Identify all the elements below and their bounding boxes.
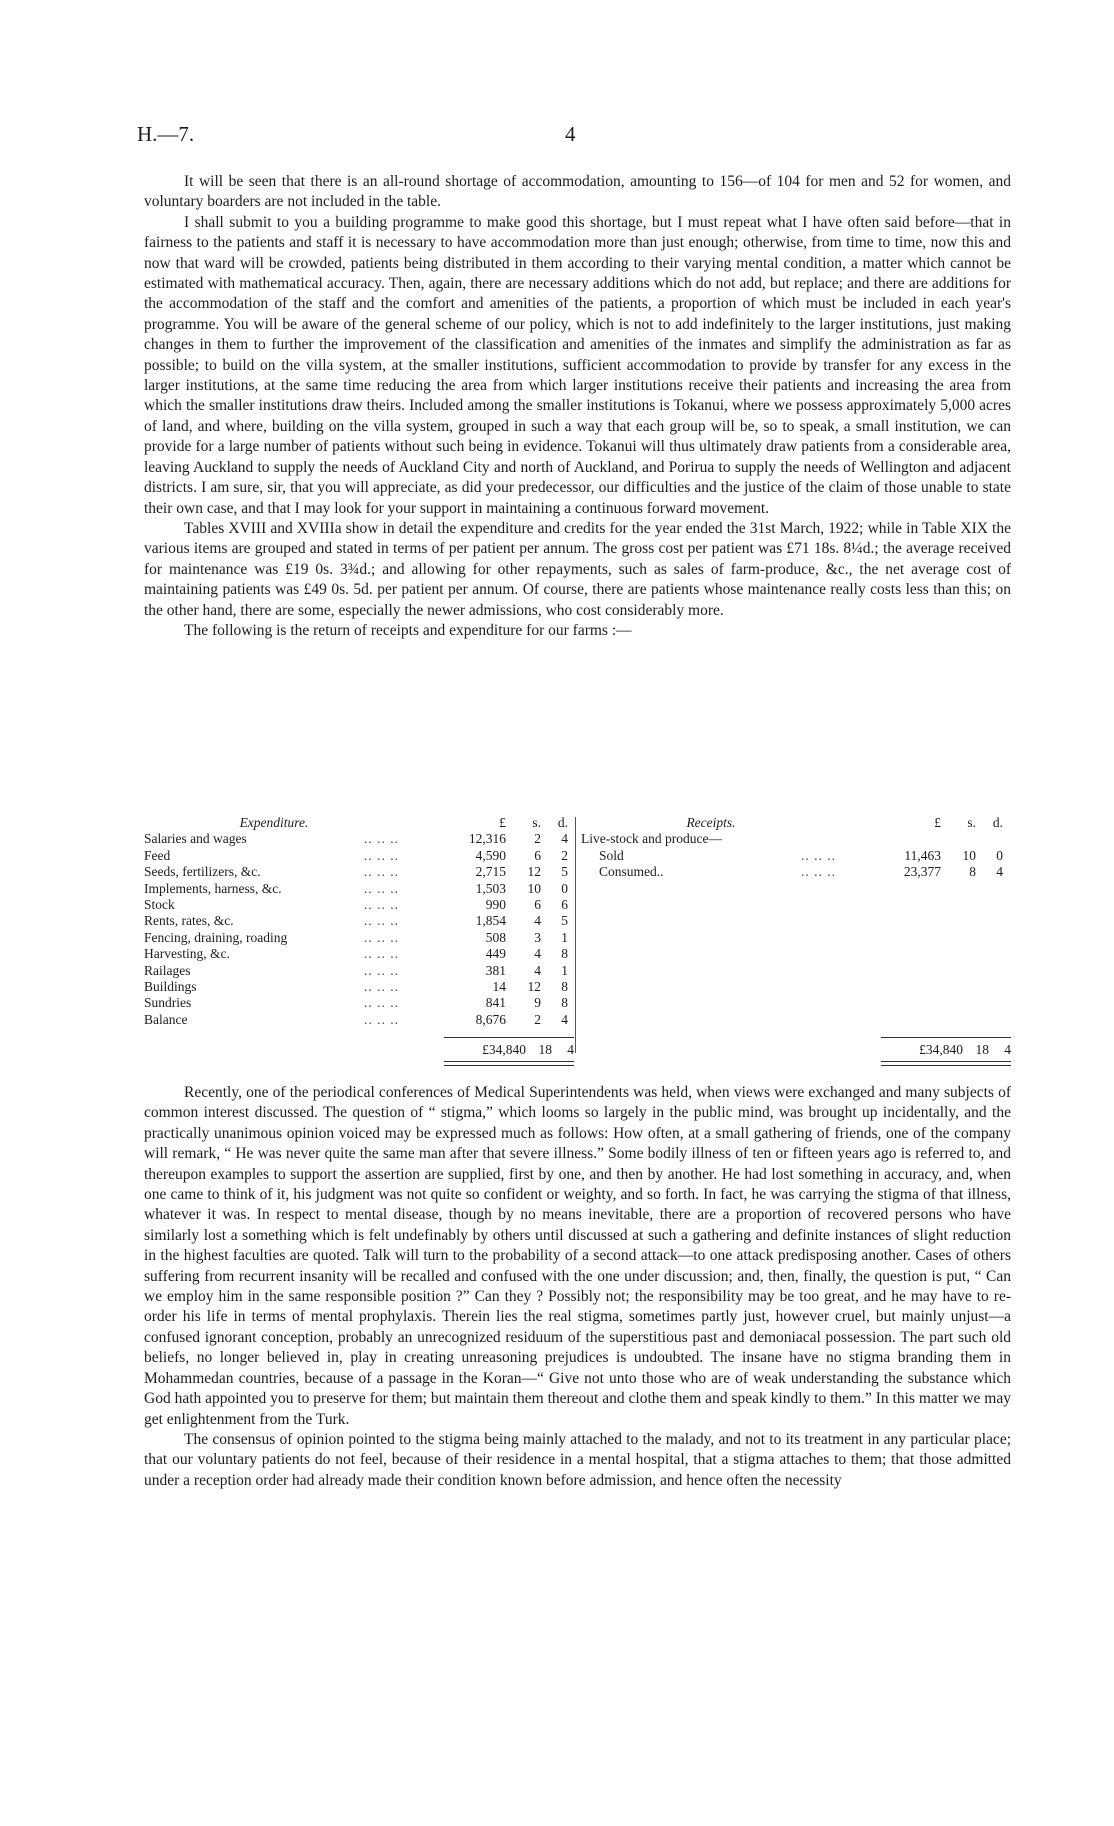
account-pence: 1 (561, 962, 568, 978)
receipts-total (881, 1037, 1011, 1060)
account-item-label: Railages (144, 962, 191, 978)
expenditure-row (144, 831, 576, 847)
account-pence: 5 (561, 913, 568, 929)
expenditure-total-shillings: 18 (538, 1042, 552, 1057)
receipts-total-rule (881, 1061, 1011, 1066)
shillings-header: s. (532, 815, 541, 830)
leader-dots: .. .. .. (364, 847, 399, 863)
expenditure-column (144, 815, 576, 1028)
expenditure-row (144, 881, 576, 897)
account-shillings: 4 (534, 962, 541, 978)
expenditure-total-pounds: £34,840 (482, 1042, 526, 1057)
leader-dots: .. .. .. (364, 864, 399, 880)
account-shillings: 10 (962, 847, 976, 863)
body-text-bottom (144, 1083, 1011, 1491)
account-pounds: 1,854 (475, 913, 506, 929)
pence-header: d. (557, 815, 568, 830)
expenditure-row (144, 1012, 576, 1028)
account-shillings: 6 (534, 896, 541, 912)
expenditure-row (144, 963, 576, 979)
account-pence: 6 (561, 896, 568, 912)
leader-dots: .. .. .. (364, 913, 399, 929)
account-shillings: 12 (527, 864, 541, 880)
expenditure-row (144, 979, 576, 995)
account-item-label: Harvesting, &c. (144, 946, 230, 962)
leader-dots: .. .. .. (364, 1011, 399, 1027)
receipts-row (581, 864, 1011, 880)
leader-dots: .. .. .. (364, 995, 399, 1011)
account-pence: 8 (561, 946, 568, 962)
receipts-row (581, 848, 1011, 864)
account-item-label: Sold (599, 847, 624, 863)
pounds-header: £ (934, 815, 941, 830)
leader-dots: .. .. .. (364, 946, 399, 962)
receipts-group-row (581, 831, 1011, 847)
expenditure-total-pence: 4 (567, 1042, 574, 1057)
expenditure-row (144, 864, 576, 880)
leader-dots: .. .. .. (364, 962, 399, 978)
pence-header: d. (992, 815, 1003, 830)
account-item-label: Balance (144, 1011, 188, 1027)
account-item-label: Rents, rates, &c. (144, 913, 234, 929)
account-item-label: Stock (144, 896, 175, 912)
account-pence: 4 (561, 1011, 568, 1027)
receipts-total-shillings: 18 (975, 1042, 989, 1057)
account-item-label: Salaries and wages (144, 831, 247, 847)
paragraph: Recently, one of the periodical conferences of Medical Superintendents was held, when views were exchanged and many subjects of common interest discussed. The question of “ stigma,” which looms so largely in the public mind, was brought up incidentally, and the practically unanimous opinion voiced may be expressed much as follows: How often, at a small gathering of friends, one of the company will remark, “ He was never quite the same man after that severe illness.” Some bodily illness of ten or fifteen years ago is referred to, and thereupon examples to support the assertion are supplied, first by one, and then by another. He had lost something in accuracy, and, when one came to think of it, his judgment was not quite so confident or weighty, and so forth. In fact, he was carrying the stigma of that illness, whatever it was. In respect to mental disease, though by no means inevitable, there are a proportion of recovered persons who have similarly lost a something which is felt undefinably by others until discussed at such a gathering and definite instances of slight reduction in the highest faculties are quoted. Talk will turn to the probability of a second attack—to one attack predisposing another. Cases of others suffering from recurrent insanity will be recalled and confused with the one under discussion; and, then, finally, the question is put, “ Can we employ him in the same responsible position ?” Can they ? Possibly not; the responsibility may be too great, and he may have to re-order his life in terms of mental prophylaxis. Therein lies the real stigma, sometimes partly just, however cruel, but mainly unjust—a confused ignorant conception, probably an unrecognized residuum of the superstitious past and demoniacal possession. The part such old beliefs, no longer believed in, play in creating unreasoning prejudices is undoubted. The insane have no stigma branding them in Mohammedan countries, because of a passage in the Koran—“ Give not unto those who are of weak understanding the substance which God hath appointed you to preserve for them; but maintain them thereout and clothe them and speak kindly to them.” In this matter we may get enlightenment from the Turk. (144, 1084, 1011, 1428)
receipts-header-row (581, 815, 1011, 831)
account-shillings: 6 (534, 847, 541, 863)
account-pence: 5 (561, 864, 568, 880)
expenditure-row (144, 897, 576, 913)
body-text-top (144, 172, 1011, 641)
leader-dots: .. .. .. (801, 847, 836, 863)
paragraph: It will be seen that there is an all-round shortage of accommodation, amounting to 156—of 104 for men and 52 for women, and voluntary boarders are not included in the table. (144, 173, 1011, 211)
leader-dots: .. .. .. (801, 864, 836, 880)
account-pounds: 14 (492, 978, 506, 994)
expenditure-row (144, 848, 576, 864)
account-pence: 4 (561, 831, 568, 847)
account-shillings: 4 (534, 946, 541, 962)
account-item-label: Seeds, fertilizers, &c. (144, 864, 261, 880)
leader-dots: .. .. .. (364, 978, 399, 994)
expenditure-total-rule (444, 1061, 574, 1066)
account-item-label: Feed (144, 847, 171, 863)
receipts-total-pence: 4 (1004, 1042, 1011, 1057)
leader-dots: .. .. .. (364, 831, 399, 847)
expenditure-row (144, 995, 576, 1011)
pounds-header: £ (499, 815, 506, 830)
account-shillings: 10 (527, 880, 541, 896)
account-pence: 0 (561, 880, 568, 896)
account-pounds: 1,503 (475, 880, 506, 896)
account-pounds: 841 (485, 995, 506, 1011)
page-number: 4 (565, 122, 576, 146)
account-shillings: 8 (969, 864, 976, 880)
expenditure-total (444, 1037, 574, 1060)
account-pounds: 4,590 (475, 847, 506, 863)
account-pence: 8 (561, 978, 568, 994)
account-shillings: 3 (534, 929, 541, 945)
account-pounds: 381 (485, 962, 506, 978)
account-item-label: Consumed.. (599, 864, 664, 880)
account-shillings: 2 (534, 831, 541, 847)
shillings-header: s. (967, 815, 976, 830)
paragraph: The consensus of opinion pointed to the stigma being mainly attached to the malady, and not to its treatment in any particular place; that our voluntary patients do not feel, because of their residence in a mental hospital, that a stigma attaches to them; that those admitted under a reception order had already made their condition known before admission, and hence often the necessity (144, 1430, 1011, 1489)
account-pounds: 11,463 (904, 847, 941, 863)
receipts-column (581, 815, 1011, 881)
expenditure-heading: Expenditure. (239, 815, 309, 830)
expenditure-row (144, 930, 576, 946)
leader-dots: .. .. .. (364, 880, 399, 896)
account-pence: 0 (996, 847, 1003, 863)
account-item-label: Sundries (144, 995, 192, 1011)
receipts-group-label: Live-stock and produce— (581, 831, 722, 847)
account-shillings: 9 (534, 995, 541, 1011)
account-shillings: 12 (527, 978, 541, 994)
report-reference: H.—7. (137, 122, 195, 146)
expenditure-header-row (144, 815, 576, 831)
account-shillings: 2 (534, 1011, 541, 1027)
account-item-label: Implements, harness, &c. (144, 880, 282, 896)
expenditure-row (144, 946, 576, 962)
receipts-total-pounds: £34,840 (919, 1042, 963, 1057)
account-item-label: Fencing, draining, roading (144, 929, 288, 945)
leader-dots: .. .. .. (364, 896, 399, 912)
account-pounds: 2,715 (475, 864, 506, 880)
account-shillings: 4 (534, 913, 541, 929)
account-pounds: 8,676 (475, 1011, 506, 1027)
leader-dots: .. .. .. (364, 929, 399, 945)
account-pounds: 990 (485, 896, 506, 912)
account-item-label: Buildings (144, 978, 197, 994)
account-pounds: 12,316 (468, 831, 506, 847)
account-pounds: 449 (485, 946, 506, 962)
account-pounds: 508 (485, 929, 506, 945)
paragraph-table-intro: The following is the return of receipts and expenditure for our farms :— (184, 621, 632, 639)
paragraph: I shall submit to you a building programme to make good this shortage, but I must repeat what I have often said before—that in fairness to the patients and staff it is necessary to have accommodation more than just enough; otherwise, from time to time, now this and now that ward will be crowded, patients being distributed in them according to their varying mental condition, a matter which cannot be estimated with mathematical accuracy. Then, again, there are necessary additions which do not add, but replace; and there are additions for the accommodation of the staff and the comfort and amenities of the patients, a proportion of which must be included in each year's programme. You will be aware of the general scheme of our policy, which is not to add indefinitely to the larger institutions, just making changes in them to further the improvement of the classification and amenities of the inmates and simplify the administration as far as possible; to build on the villa system, at the smaller institutions, sufficient accommodation to provide by transfer for any excess in the larger institutions, at the same time reducing the area from which larger institutions receive their patients and increasing the area from which the smaller institutions draw theirs. Included among the smaller institutions is Tokanui, where we possess approximately 5,000 acres of land, and where, building on the villa system, grouped in such a way that each group will be, so to speak, a small institution, we can provide for a large number of patients without such being in evidence. Tokanui will thus ultimately draw patients from a considerable area, leaving Auckland to supply the needs of Auckland City and north of Auckland, and Porirua to supply the needs of Wellington and adjacent districts. I am sure, sir, that you will appreciate, as did your predecessor, our difficulties and the justice of the claim of those unable to state their own case, and that I may look for your support in maintaining a continuous forward movement. (144, 213, 1011, 517)
receipts-heading: Receipts. (686, 815, 736, 830)
account-pence: 2 (561, 847, 568, 863)
account-pence: 4 (996, 864, 1003, 880)
paragraph: Tables XVIII and XVIIIa show in detail the expenditure and credits for the year ended the 31st March, 1922; while in Table XIX the various items are grouped and stated in terms of per patient per annum. The gross cost per patient was £71 18s. 8¼d.; the average received for maintenance was £19 0s. 3¾d.; and allowing for other repayments, such as sales of farm-produce, &c., the net average cost of maintaining patients was £49 0s. 5d. per patient per annum. Of course, there are patients whose maintenance really costs less than this; on the other hand, there are some, especially the newer admissions, who cost considerably more. (144, 519, 1011, 619)
account-pounds: 23,377 (903, 864, 941, 880)
expenditure-row (144, 913, 576, 929)
account-pence: 1 (561, 929, 568, 945)
account-pence: 8 (561, 995, 568, 1011)
